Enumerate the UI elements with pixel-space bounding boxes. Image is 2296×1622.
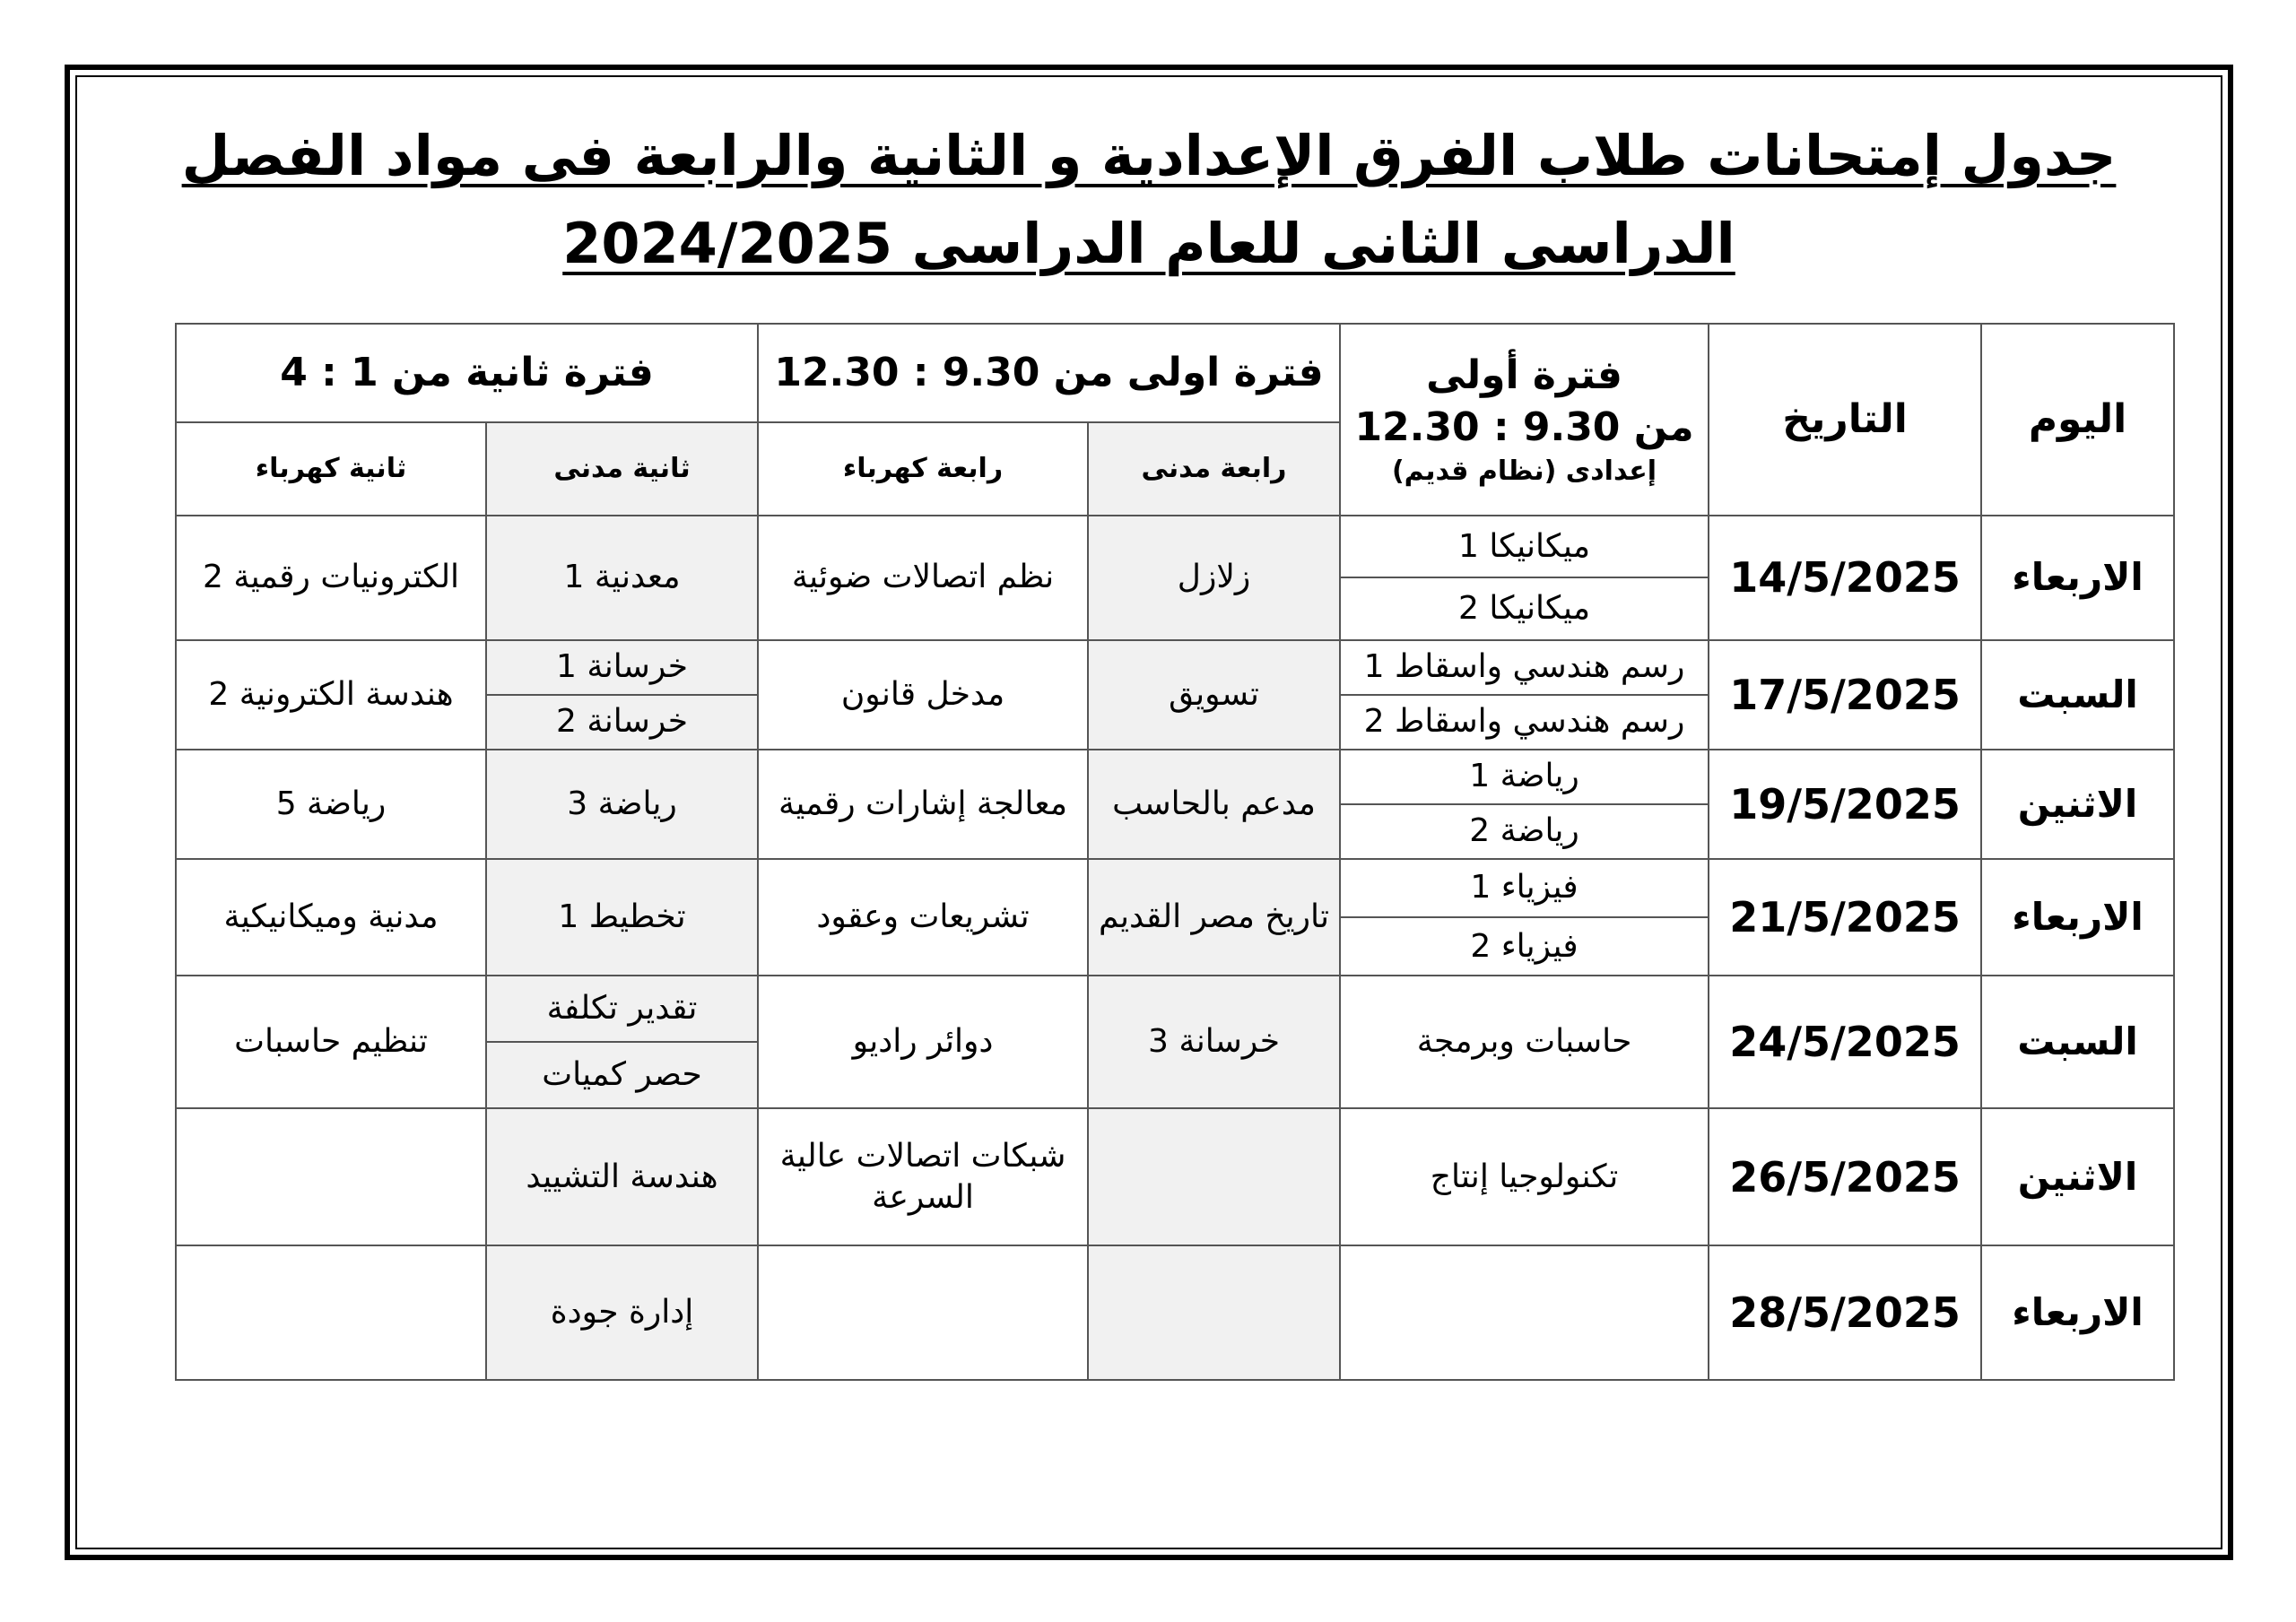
header-first-period: فترة اولى من 9.30 : 12.30 [758,324,1340,422]
second-elec-cell: مدنية وميكانيكية [176,859,486,976]
second-elec-cell [176,1245,486,1380]
prep-cell: فيزياء 2 [1340,917,1709,976]
fourth-civil-cell: خرسانة 3 [1088,976,1340,1108]
table-row [176,750,2174,804]
fourth-civil-cell [1088,1245,1340,1380]
day-cell: الاربعاء [1981,859,2174,976]
day-cell: الاثنين [1981,750,2174,859]
prep-cell: ميكانيكا 2 [1340,577,1709,639]
table-row [176,640,2174,695]
header-second-elec: ثانية كهرباء [176,422,486,516]
second-elec-cell [176,1108,486,1245]
fourth-elec-cell: نظم اتصالات ضوئية [758,516,1088,639]
fourth-civil-cell: تاريخ مصر القديم [1088,859,1340,976]
header-day: اليوم [1981,324,2174,516]
second-civil-cell: معدنية 1 [486,516,758,639]
date-cell: 26/5/2025 [1709,1108,1981,1245]
prep-cell: فيزياء 1 [1340,859,1709,917]
fourth-elec-cell [758,1245,1088,1380]
day-cell: الاربعاء [1981,516,2174,639]
header-second-period: فترة ثانية من 1 : 4 [176,324,758,422]
second-elec-cell: تنظيم حاسبات [176,976,486,1108]
fourth-civil-cell: زلازل [1088,516,1340,639]
second-elec-cell: الكترونيات رقمية 2 [176,516,486,639]
second-elec-cell: هندسة الكترونية 2 [176,640,486,750]
fourth-elec-cell: شبكات اتصالات عالية السرعة [758,1108,1088,1245]
second-civil-cell: هندسة التشييد [486,1108,758,1245]
prep-cell: ميكانيكا 1 [1340,516,1709,577]
header-prep-time: من 9.30 : 12.30 [1354,404,1694,451]
date-cell: 24/5/2025 [1709,976,1981,1108]
second-civil-cell: تخطيط 1 [486,859,758,976]
prep-cell: رسم هندسي واسقاط 2 [1340,695,1709,750]
fourth-elec-cell: دوائر راديو [758,976,1088,1108]
prep-cell: رسم هندسي واسقاط 1 [1340,640,1709,695]
document-title-line-1: جدول إمتحانات طلاب الفرق الإعدادية و الثانية والرابعة فى مواد الفصل [181,123,2117,188]
header-prep-title: فترة أولى [1426,352,1622,399]
fourth-civil-cell: مدعم بالحاسب [1088,750,1340,859]
header-second-civil: ثانية مدنى [486,422,758,516]
table-row [176,976,2174,1042]
day-cell: السبت [1981,640,2174,750]
prep-cell: حاسبات وبرمجة [1340,976,1709,1108]
prep-cell: رياضة 2 [1340,804,1709,859]
header-prep [1340,324,1709,516]
fourth-elec-cell: مدخل قانون [758,640,1088,750]
table-row [176,516,2174,577]
fourth-elec-cell: معالجة إشارات رقمية [758,750,1088,859]
date-cell: 21/5/2025 [1709,859,1981,976]
header-fourth-civil: رابعة مدنى [1088,422,1340,516]
second-civil-cell: إدارة جودة [486,1245,758,1380]
prep-cell: تكنولوجيا إنتاج [1340,1108,1709,1245]
prep-cell [1340,1245,1709,1380]
fourth-civil-cell [1088,1108,1340,1245]
header-date: التاريخ [1709,324,1981,516]
document-title-line-2: الدراسى الثانى للعام الدراسى 2024/2025 [562,211,1735,276]
header-prep-group: إعدادى (نظام قديم) [1391,455,1657,488]
day-cell: الاثنين [1981,1108,2174,1245]
header-fourth-elec: رابعة كهرباء [758,422,1088,516]
date-cell: 14/5/2025 [1709,516,1981,639]
second-civil-cell: تقدير تكلفة [486,976,758,1042]
fourth-civil-cell: تسويق [1088,640,1340,750]
second-civil-cell: رياضة 3 [486,750,758,859]
table-row [176,859,2174,917]
exam-schedule-table [175,323,2175,1381]
second-civil-cell: حصر كميات [486,1042,758,1108]
day-cell: السبت [1981,976,2174,1108]
second-civil-cell: خرسانة 2 [486,695,758,750]
day-cell: الاربعاء [1981,1245,2174,1380]
date-cell: 28/5/2025 [1709,1245,1981,1380]
date-cell: 19/5/2025 [1709,750,1981,859]
prep-cell: رياضة 1 [1340,750,1709,804]
second-civil-cell: خرسانة 1 [486,640,758,695]
second-elec-cell: رياضة 5 [176,750,486,859]
table-row [176,1108,2174,1245]
header-row-1 [176,324,2174,422]
date-cell: 17/5/2025 [1709,640,1981,750]
fourth-elec-cell: تشريعات وعقود [758,859,1088,976]
table-row [176,1245,2174,1380]
